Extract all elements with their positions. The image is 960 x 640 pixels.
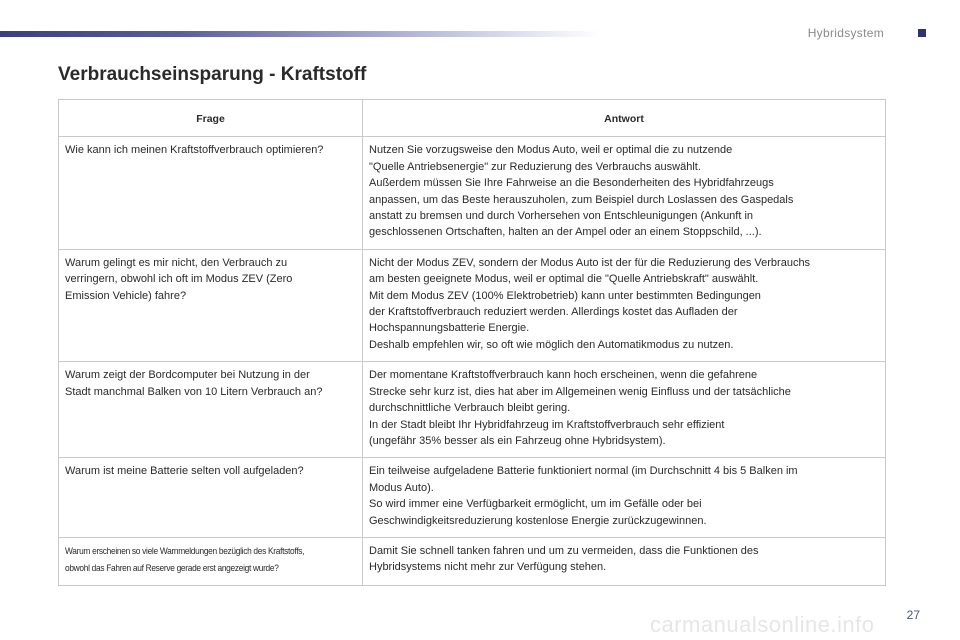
answer-line: Hybridsystems nicht mehr zur Verfügung stehen. [369, 561, 607, 574]
header-gradient-bar [0, 31, 600, 37]
question-line: Warum zeigt der Bordcomputer bei Nutzung in der [65, 369, 310, 382]
faq-table [58, 99, 886, 586]
question-line: Warum gelingt es mir nicht, den Verbrauch zu [65, 256, 288, 269]
answer-line: Nicht der Modus ZEV, sondern der Modus Auto ist der für die Reduzierung des Verbrauchs [369, 256, 811, 269]
answer-line: Außerdem müssen Sie Ihre Fahrweise an die Besonderheiten des Hybridfahrzeugs [369, 177, 774, 190]
table-row [59, 362, 886, 458]
answer-line: So wird immer eine Verfügbarkeit ermöglicht, um im Gefälle oder bei [369, 498, 702, 511]
answer-line: durchschnittliche Verbrauch bleibt gering. [369, 402, 571, 415]
question-line: Stadt manchmal Balken von 10 Litern Verbrauch an? [65, 385, 323, 398]
answer-line: Nutzen Sie vorzugsweise den Modus Auto, weil er optimal die zu nutzende [369, 144, 733, 157]
question-cell [59, 537, 363, 585]
page-number: 27 [906, 608, 920, 622]
answer-line: anpassen, um das Beste herauszuholen, zum Beispiel durch Loslassen des Gaspedals [369, 193, 794, 206]
answer-line: am besten geeignete Modus, weil er optimal die "Quelle Antriebskraft" auswählt. [369, 273, 759, 286]
table-row [59, 137, 886, 249]
answer-cell [363, 137, 886, 249]
answer-line: Der momentane Kraftstoffverbrauch kann hoch erscheinen, wenn die gefahrene [369, 369, 758, 382]
table-row [59, 458, 886, 538]
answer-line: In der Stadt bleibt Ihr Hybridfahrzeug im Kraftstoffverbrauch sehr effizient [369, 418, 725, 431]
table-header-row [59, 100, 886, 137]
page-title: Verbrauchseinsparung - Kraftstoff [58, 64, 367, 85]
watermark: carmanualsonline.info [650, 612, 875, 637]
section-title: Hybridsystem [807, 26, 884, 40]
column-header-question: Frage [59, 100, 363, 137]
section-marker-icon [918, 29, 926, 37]
answer-line: anstatt zu bremsen und durch Vorhersehen von Entschleunigungen (Ankunft in [369, 210, 754, 223]
answer-line: Ein teilweise aufgeladene Batterie funktioniert normal (im Durchschnitt 4 bis 5 Balken im [369, 465, 798, 478]
answer-line: Geschwindigkeitsreduzierung kostenlose Energie zurückzugewinnen. [369, 514, 707, 527]
answer-cell [363, 249, 886, 361]
answer-line: Modus Auto). [369, 481, 434, 494]
question-line: obwohl das Fahren auf Reserve gerade erst angezeigt wurde? [65, 562, 279, 574]
answer-line: Mit dem Modus ZEV (100% Elektrobetrieb) kann unter bestimmten Bedingungen [369, 289, 761, 302]
answer-cell [363, 362, 886, 458]
question-line: verringern, obwohl ich oft im Modus ZEV (Zero [65, 273, 293, 286]
question-line: Warum erscheinen so viele Warnmeldungen bezüglich des Kraftstoffs, [65, 545, 305, 557]
column-header-answer: Antwort [363, 100, 886, 137]
answer-line: Hochspannungsbatterie Energie. [369, 322, 530, 335]
question-line: Wie kann ich meinen Kraftstoffverbrauch optimieren? [65, 144, 324, 157]
table-row [59, 249, 886, 361]
answer-line: Strecke sehr kurz ist, dies hat aber im Allgemeinen wenig Einfluss und der tatsächliche [369, 385, 791, 398]
answer-line: der Kraftstoffverbrauch reduziert werden. Allerdings kostet das Aufladen der [369, 306, 738, 319]
question-cell [59, 362, 363, 458]
answer-line: Deshalb empfehlen wir, so oft wie möglich den Automatikmodus zu nutzen. [369, 338, 734, 351]
answer-line: Damit Sie schnell tanken fahren und um zu vermeiden, dass die Funktionen des [369, 544, 759, 557]
question-line: Emission Vehicle) fahre? [65, 289, 187, 302]
answer-line: (ungefähr 35% besser als ein Fahrzeug ohne Hybridsystem). [369, 434, 666, 447]
faq-table-body [59, 137, 886, 586]
question-cell [59, 137, 363, 249]
question-cell [59, 458, 363, 538]
answer-line: "Quelle Antriebsenergie" zur Reduzierung des Verbrauchs auswählt. [369, 160, 701, 173]
answer-line: geschlossenen Ortschaften, halten an der Ampel oder an einem Stoppschild, ...). [369, 226, 762, 239]
table-row [59, 537, 886, 585]
question-cell [59, 249, 363, 361]
question-line: Warum ist meine Batterie selten voll aufgeladen? [65, 465, 304, 478]
answer-cell [363, 537, 886, 585]
answer-cell [363, 458, 886, 538]
